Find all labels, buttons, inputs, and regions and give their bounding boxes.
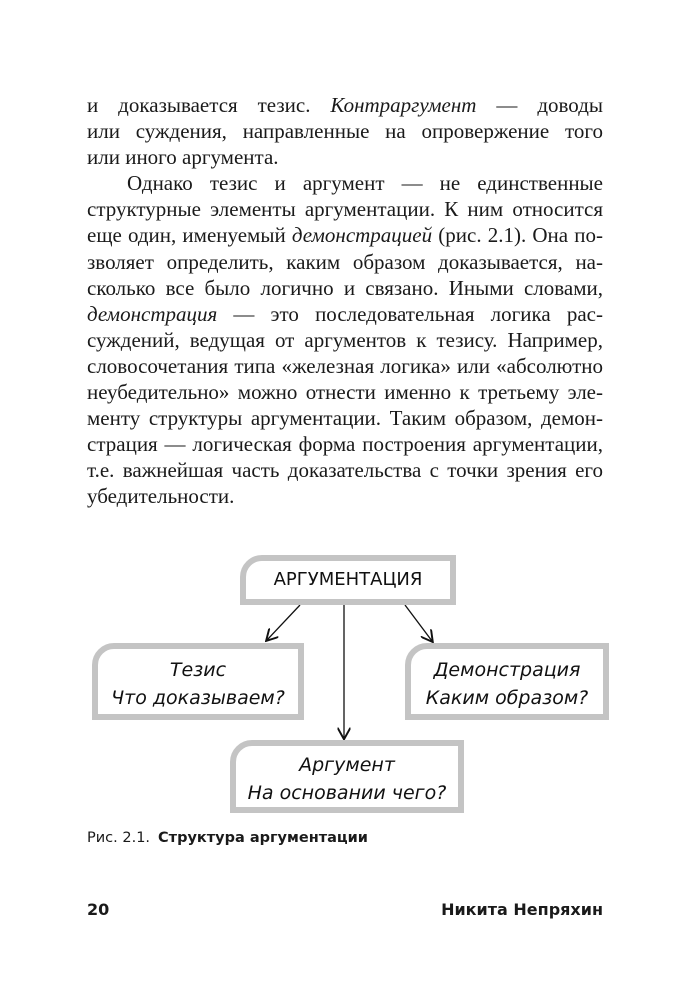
thesis-title: Тезис: [169, 659, 227, 681]
italic-term: Контраргумент: [330, 93, 477, 117]
demonstration-title: Демонстрация: [433, 659, 581, 681]
arrow-to-thesis: [267, 605, 300, 640]
text-segment: зволяет определить, каким образом доказывается, на-: [87, 249, 603, 274]
thesis-box: [92, 643, 304, 720]
arrow-to-demonstration: [405, 605, 432, 641]
demonstration-question: Каким образом?: [425, 687, 589, 709]
text-segment: и доказывается тезис.: [87, 93, 331, 117]
author-name: Никита Непряхин: [441, 900, 603, 919]
argument-title: Аргумент: [299, 754, 395, 776]
text-segment: суждений, ведущая от аргументов к тезису. Например,: [87, 327, 603, 352]
caption-number: Рис. 2.1.: [87, 830, 151, 846]
text-segment: неубедительно» можно отнести именно к третьему эле-: [87, 380, 603, 405]
text-segment: еще один, именуемый: [87, 223, 292, 248]
text-segment: т.е. важнейшая часть доказательства с точки зрения его: [87, 458, 603, 483]
text-segment: убедительности.: [87, 484, 235, 509]
figure-caption: [87, 830, 368, 846]
root-label: АРГУМЕНТАЦИЯ: [273, 569, 423, 590]
italic-term: демонстрацией: [291, 223, 433, 248]
text-segment: менту структуры аргументации. Таким образом, демон-: [87, 406, 603, 431]
text-segment: или иного аргумента.: [87, 145, 279, 170]
thesis-question: Что доказываем?: [111, 687, 285, 709]
text-segment: сколько все было логично и связано. Иными словами,: [87, 275, 603, 300]
text-segment: Однако тезис и аргумент — не единственные: [127, 171, 603, 196]
text-segment: — это последовательная логика рас-: [217, 301, 603, 326]
text-segment: структурные элементы аргументации. К ним относится: [87, 197, 603, 222]
caption-title: Структура аргументации: [158, 830, 368, 846]
root-box: [240, 555, 456, 605]
argument-question: На основании чего?: [247, 782, 447, 804]
page-number: 20: [87, 900, 110, 919]
text-segment: или суждения, направленные на опровержение того: [87, 119, 603, 144]
text-segment: страция — логическая форма построения аргументации,: [87, 432, 603, 457]
demonstration-box: [405, 643, 609, 720]
text-segment: — доводы: [476, 93, 603, 117]
text-segment: словосочетания типа «железная логика» или «абсолютно: [87, 353, 603, 378]
argument-box: [230, 740, 464, 813]
italic-term: демонстрация: [87, 301, 218, 326]
text-segment: (рис. 2.1). Она по-: [432, 223, 603, 248]
